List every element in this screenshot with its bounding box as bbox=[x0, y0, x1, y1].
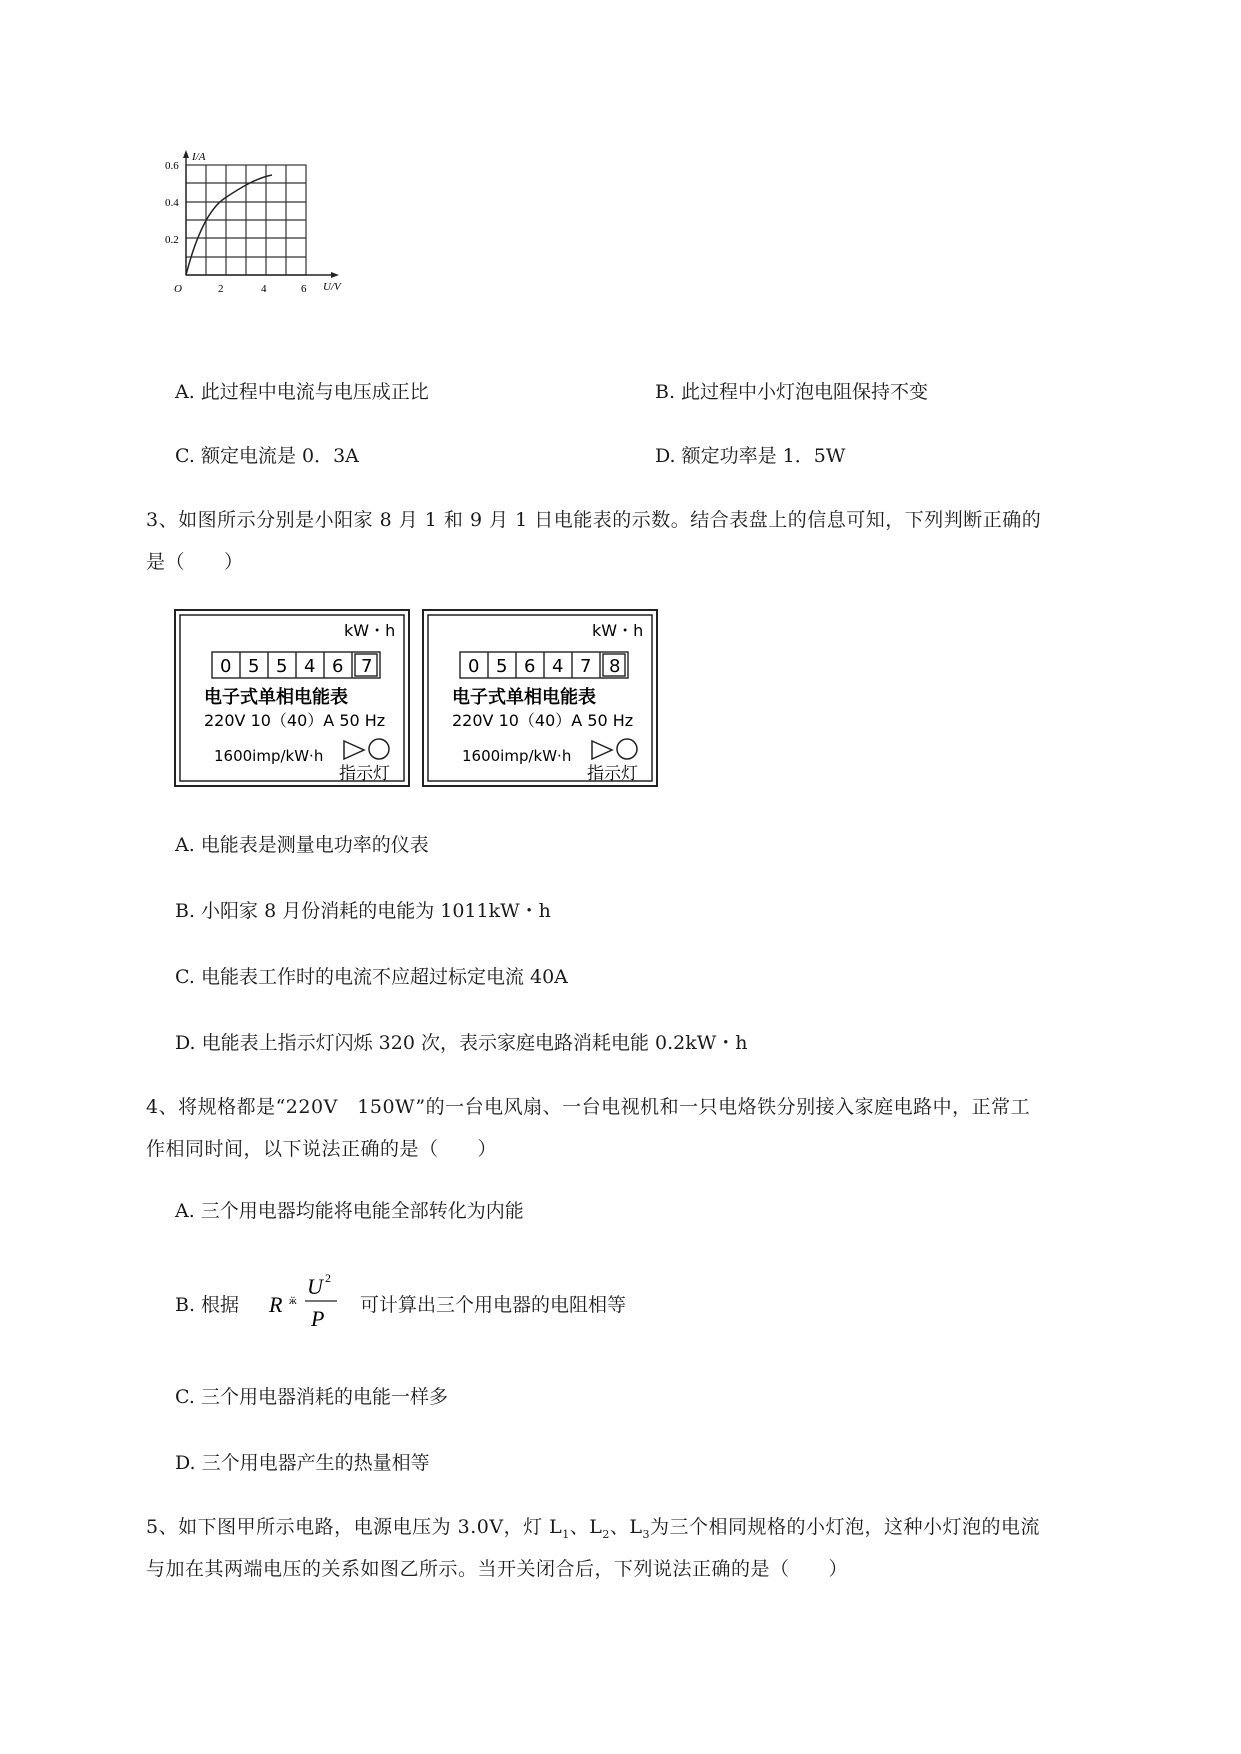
q5-sep-1: 、L bbox=[569, 1516, 603, 1538]
meter-digit: 5 bbox=[276, 656, 288, 677]
x-tick-label: 2 bbox=[218, 283, 224, 295]
q5-text-part1: 5、如下图甲所示电路，电源电压为 3.0V，灯 L bbox=[146, 1516, 563, 1538]
y-tick-label: 0.2 bbox=[165, 234, 179, 246]
indicator-light-icon bbox=[369, 739, 389, 759]
q5-text-part2: 为三个相同规格的小灯泡，这种小灯泡的电流 bbox=[649, 1516, 1040, 1538]
y-tick-label: 0.4 bbox=[165, 197, 179, 209]
x-axis-label: U/V bbox=[323, 281, 341, 293]
x-axis-arrow bbox=[331, 272, 339, 278]
play-triangle-icon bbox=[592, 741, 612, 759]
formula-r-equals-u2-over-p bbox=[267, 1270, 347, 1332]
energy-meter-sep bbox=[422, 609, 658, 787]
meter-digit: 4 bbox=[304, 656, 316, 677]
meter-digit: 0 bbox=[220, 656, 232, 677]
subscript-2: 2 bbox=[602, 1527, 610, 1541]
q3-option-a[interactable]: A. 电能表是测量电功率的仪表 bbox=[175, 834, 429, 856]
subscript-3: 3 bbox=[642, 1527, 650, 1541]
x-tick-label: 6 bbox=[301, 283, 307, 295]
q2-option-a[interactable]: A. 此过程中电流与电压成正比 bbox=[175, 381, 429, 403]
y-tick-label: 0.6 bbox=[165, 160, 179, 172]
meter-digits bbox=[212, 652, 380, 678]
q3-stem-line1: 3、如图所示分别是小阳家 8 月 1 和 9 月 1 日电能表的示数。结合表盘上的信息可知，下列判断正确的 bbox=[146, 509, 1042, 531]
q4-option-b-suffix: 可计算出三个用电器的电阻相等 bbox=[360, 1294, 627, 1316]
graph-grid bbox=[186, 165, 306, 275]
meter-title: 电子式单相电能表 bbox=[452, 687, 596, 708]
meter-digit: 7 bbox=[580, 656, 592, 677]
q3-option-c[interactable]: C. 电能表工作时的电流不应超过标定电流 40A bbox=[175, 966, 568, 988]
y-axis-arrow bbox=[183, 150, 189, 158]
formula-exponent: 2 bbox=[325, 1271, 331, 1285]
formula-numerator: U bbox=[307, 1274, 323, 1299]
meter-digit: 4 bbox=[552, 656, 564, 677]
meter-indicator-label: 指示灯 bbox=[587, 764, 638, 784]
q5-sep-2: 、L bbox=[609, 1516, 643, 1538]
iu-curve bbox=[186, 175, 272, 275]
formula-r: R bbox=[269, 1292, 283, 1317]
energy-meter-aug bbox=[174, 609, 410, 787]
meter-spec: 220V 10（40）A 50 Hz bbox=[204, 711, 386, 730]
indicator-light-icon bbox=[617, 739, 637, 759]
x-tick-label: 4 bbox=[261, 283, 267, 295]
meter-imp: 1600imp/kW·h bbox=[462, 747, 572, 765]
meter-digit: 8 bbox=[609, 656, 621, 677]
q5-stem-line2: 与加在其两端电压的关系如图乙所示。当开关闭合后，下列说法正确的是（ ） bbox=[146, 1558, 849, 1580]
meter-digit: 6 bbox=[524, 656, 536, 677]
meter-digit: 5 bbox=[496, 656, 508, 677]
meter-digit: 0 bbox=[468, 656, 480, 677]
formula-denominator: P bbox=[311, 1306, 325, 1331]
q3-stem-line2: 是（ ） bbox=[146, 551, 244, 573]
q4-option-b-prefix: B. 根据 bbox=[175, 1294, 240, 1316]
formula-garbled-equals: ӂ bbox=[289, 1295, 297, 1307]
meter-digit: 7 bbox=[361, 656, 373, 677]
meter-digit: 6 bbox=[332, 656, 344, 677]
meter-unit: kW・h bbox=[344, 621, 396, 640]
meter-digits bbox=[460, 652, 628, 678]
q3-option-d[interactable]: D. 电能表上指示灯闪烁 320 次，表示家庭电路消耗电能 0.2kW・h bbox=[175, 1032, 748, 1054]
meter-imp: 1600imp/kW·h bbox=[214, 747, 324, 765]
q2-option-d[interactable]: D. 额定功率是 1．5W bbox=[655, 445, 846, 467]
meter-unit: kW・h bbox=[592, 621, 644, 640]
q4-stem-line1: 4、将规格都是“220V 150W”的一台电风扇、一台电视机和一只电烙铁分别接入家庭电路中，正常工 bbox=[146, 1096, 1031, 1118]
origin-label: O bbox=[174, 283, 182, 295]
meter-digit: 5 bbox=[248, 656, 260, 677]
meter-spec: 220V 10（40）A 50 Hz bbox=[452, 711, 634, 730]
q4-option-a[interactable]: A. 三个用电器均能将电能全部转化为内能 bbox=[175, 1200, 524, 1222]
iu-graph bbox=[165, 150, 365, 300]
q4-option-d[interactable]: D. 三个用电器产生的热量相等 bbox=[175, 1452, 430, 1474]
meter-title: 电子式单相电能表 bbox=[204, 687, 348, 708]
q2-option-c[interactable]: C. 额定电流是 0．3A bbox=[175, 445, 359, 467]
q5-stem-line1 bbox=[146, 1512, 1040, 1541]
y-axis-label: I/A bbox=[192, 151, 206, 163]
play-triangle-icon bbox=[344, 741, 364, 759]
q3-option-b[interactable]: B. 小阳家 8 月份消耗的电能为 1011kW・h bbox=[175, 900, 551, 922]
subscript-1: 1 bbox=[562, 1527, 570, 1541]
meter-indicator-label: 指示灯 bbox=[339, 764, 390, 784]
q2-option-b[interactable]: B. 此过程中小灯泡电阻保持不变 bbox=[655, 381, 929, 403]
q4-option-c[interactable]: C. 三个用电器消耗的电能一样多 bbox=[175, 1386, 448, 1408]
q4-stem-line2: 作相同时间，以下说法正确的是（ ） bbox=[146, 1138, 498, 1160]
